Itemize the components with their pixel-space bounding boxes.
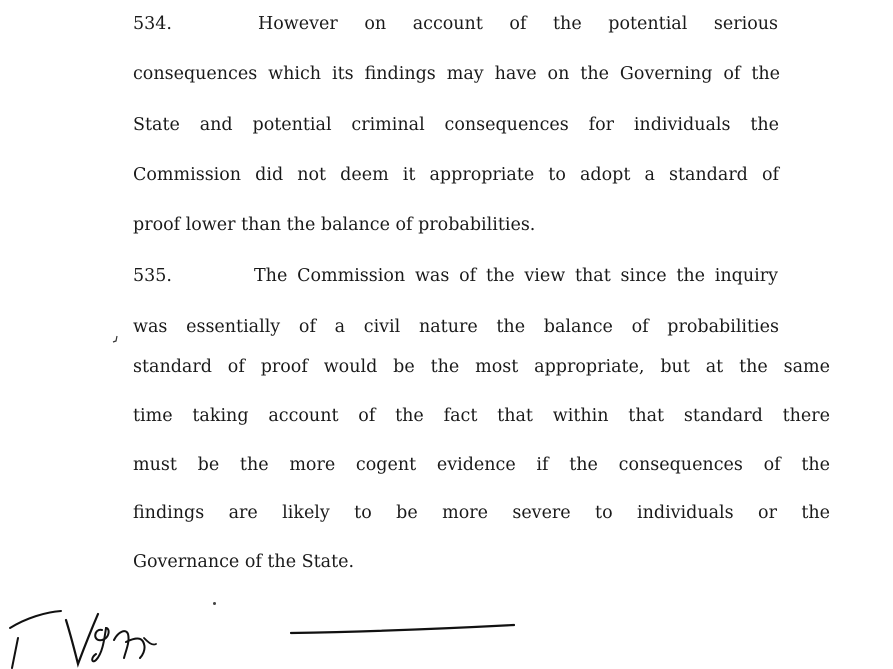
signature-line-icon: [290, 622, 515, 636]
paragraph-535-line-3: standard of proof would be the most appropriate, but at the same: [133, 357, 830, 377]
paragraph-534-line-5: proof lower than the balance of probabilities.: [133, 215, 536, 235]
paragraph-534-line-1: However on account of the potential serious: [258, 14, 778, 34]
paragraph-number-535: 535.: [133, 266, 172, 286]
paragraph-535-line-1: The Commission was of the view that since the inquiry: [254, 266, 778, 286]
paragraph-535-line-4: time taking account of the fact that within that standard there: [133, 406, 830, 426]
paragraph-535-line-2: was essentially of a civil nature the balance of probabilities: [133, 317, 779, 337]
paragraph-534-line-2: consequences which its findings may have on the Governing of the: [133, 64, 780, 84]
signature-icon: [6, 598, 176, 669]
scan-mark-icon: [112, 335, 119, 343]
paragraph-535-line-7: Governance of the State.: [133, 552, 355, 572]
scan-dot: [213, 602, 216, 605]
paragraph-535-line-5: must be the more cogent evidence if the consequences of the: [133, 455, 830, 475]
paragraph-number-534: 534.: [133, 14, 172, 34]
paragraph-534-line-3: State and potential criminal consequences for individuals the: [133, 115, 779, 135]
paragraph-535-line-6: findings are likely to be more severe to individuals or the: [133, 503, 830, 523]
paragraph-534-line-4: Commission did not deem it appropriate to adopt a standard of: [133, 165, 779, 185]
